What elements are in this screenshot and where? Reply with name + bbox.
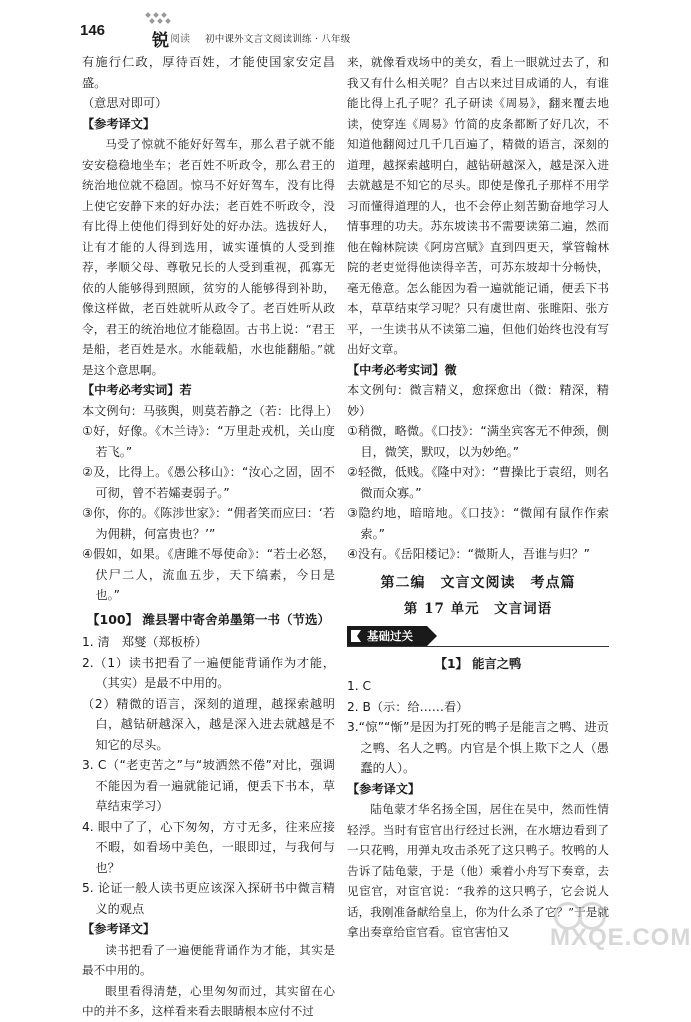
example-line: ①稍微，略微。《口技》：“满坐宾客无不伸颈，侧目，微笑，默叹，以为妙绝。” [347,424,609,459]
right-column [347,52,609,943]
example-line: 本文例句：马骇舆，则莫若静之（若：比得上） [82,403,338,418]
brand-word: 阅读 [170,34,190,45]
unit-title: 第 17 单元 文言词语 [403,601,553,617]
brand-character: 锐 [152,31,169,51]
article-title: 【100】 潍县署中寄舍弟墨第一书（节选） [87,611,330,627]
example-line: ③隐约地，暗暗地。《口技》：“微闻有鼠作作索索。” [347,506,609,541]
section-banner [347,626,437,646]
key-word-examples-right [347,380,609,565]
intro-line-2: （意思对即可） [82,96,168,110]
reference-translation-para-1: 读书把看了一遍便能背诵作为才能，其实是最不中用的。 [82,942,335,977]
watermark-text: MXQE.COM [550,924,691,951]
section-banner-row [347,624,609,650]
page-number: 146 [80,22,106,39]
answer-item: 3.“惊”“惭”是因为打死的鸭子是能言之鸭、进贡之鸭、名人之鸭。内官是个惧上欺下之人（愚蠢的人）。 [347,720,609,775]
answer-item: 2. B（示：给……看） [347,699,469,714]
example-line: ④假如，如果。《唐雎不辱使命》：“若士必怒，伏尸二人，流血五步，天下缟素，今日是也。” [82,547,335,602]
reference-translation-text: 马受了惊就不能好好驾车，那么君子就不能安安稳稳地坐车；老百姓不听政令，那么君王的统治地位就不稳固。惊马不好好驾车，没有比得上使它安静下来的好办法；老百姓不听政令，没有比得上使他们得到好处的好办法。选拔好人，让有才能的人得到选用，诚实谨慎的人受到推荐，孝顺父母、尊敬兄长的人受到重视，孤寡无依的人能够得到照顾，贫穷的人能够得到补助，像这样做，老百姓就听从政令了。老百姓听从政令，君王的统治地位才能稳固。古书上说：“君王是船，老百姓是水。水能载船，水也能翻船。”就是这个意思啊。 [82,137,335,377]
reference-translation-label: 【参考译文】 [82,116,156,131]
left-column [82,52,338,1022]
intro-line-1: 有施行仁政，厚待百姓，才能使国家安定昌盛。 [82,55,335,90]
reference-translation-label-2: 【参考译文】 [82,922,156,936]
series-title: 初中课外文言文阅读训练 · 八年级 [205,34,351,45]
answer-item: 1. C [347,679,372,693]
answer-item: （2）精微的语言，深刻的道理，越探索越明白，越钻研越深入，越是深入进去就越是不知它的尽头。 [82,696,335,752]
example-line: ①好，好像。《木兰诗》：“万里赴戎机，关山度若飞。” [82,424,335,459]
answer-item: 3. C（“老吏苦之”与“坡洒然不倦”对比，强调不能因为看一遍就能记诵，便丢下书本，草草结束学习） [82,758,335,813]
answer-item: 5. 论证一般人读书更应该深入探研书中微言精义的观点 [82,881,335,916]
key-word-label: 【中考必考实词】若 [82,383,192,397]
example-line: ③你，你的。《陈涉世家》：“佣者笑而应曰：‘若为佣耕，何富贵也？’” [82,506,335,541]
site-watermark [548,902,691,951]
answer-item: 2.（1）读书把看了一遍便能背诵作为才能，（其实）是最不中用的。 [82,655,335,690]
answer-list [82,632,335,919]
reference-translation-para-2: 眼里看得清楚，心里匆匆而过，其实留在心中的并不多，这样看来看去眼睛根本应付不过 [82,983,335,1018]
page-header [0,0,675,51]
section-banner-label: 基础过关 [367,628,413,643]
reference-translation-label-right: 【参考译文】 [347,781,421,796]
reference-translation-text-right: 陆龟蒙才华名扬全国，居住在吴中，然而性情轻浮。当时有宦官出行经过长洲，在水塘边看到了一只花鸭，用弹丸攻击杀死了这只鸭子。牧鸭的人告诉了陆龟蒙，于是（他）乘着小舟写下奏章，去见宦官，对宦官说：“我养的这只鸭子，它会说人话，我刚准备献给皇上，你为什么杀了它？”于是就拿出奏章给宦官看。宦官害怕又 [347,802,609,939]
example-line: ②及，比得上。《愚公移山》：“汝心之固，固不可彻，曾不若孀妻弱子。” [82,465,335,500]
answer-item: 4. 眼中了了，心下匆匆，方寸无多，往来应接不暇，如看场中美色，一眼即过，与我何与也？ [82,819,335,875]
example-line: ②轻微，低贱。《隆中对》：“曹操比于袁绍，则名微而众寡。” [347,465,609,500]
translation-continuation: 来，就像看戏场中的美女，看上一眼就过去了，和我又有什么相关呢？自古以来过目成诵的人，有谁能比得上孔子呢？孔子研读《周易》，翻来覆去地读，使穿连《周易》竹简的皮条都断了好几次，不知道他翻阅过几千几百遍了，精微的语言，深刻的道理，越探索越明白，越钻研越深入，越是深入进去就越是不知它的尽头。即使是像孔子那样不用学习而懂得道理的人，也不会停止刻苦勤奋地学习人情事理的功夫。苏东坡读书不需要读第二遍，然而他在翰林院读《阿房宫赋》直到四更天，掌管翰林院的老吏觉得他读得辛苦，可苏东坡却十分畅快，毫无倦意。怎么能因为看一遍就能记诵，便丢下书本，草草结束学习呢？只有虞世南、张睢阳、张方平，一生读书从不读第二遍，但他们始终也没有写出好文章。 [347,55,609,356]
key-word-examples [82,401,338,606]
part-title: 第二编 文言文阅读 考点篇 [380,574,576,591]
key-word-label-right: 【中考必考实词】微 [347,362,457,377]
answer-list-right [347,676,609,779]
banner-divider [347,646,609,647]
example-line: 本文例句：微言精义，愈探愈出（微：精深，精妙） [347,383,609,418]
example-line: ④没有。《岳阳楼记》：“微斯人，吾谁与归？” [347,547,590,561]
answer-item: 1. 清 郑燮（郑板桥） [82,635,208,649]
subsection-title: 【1】 能言之鸭 [434,656,522,671]
